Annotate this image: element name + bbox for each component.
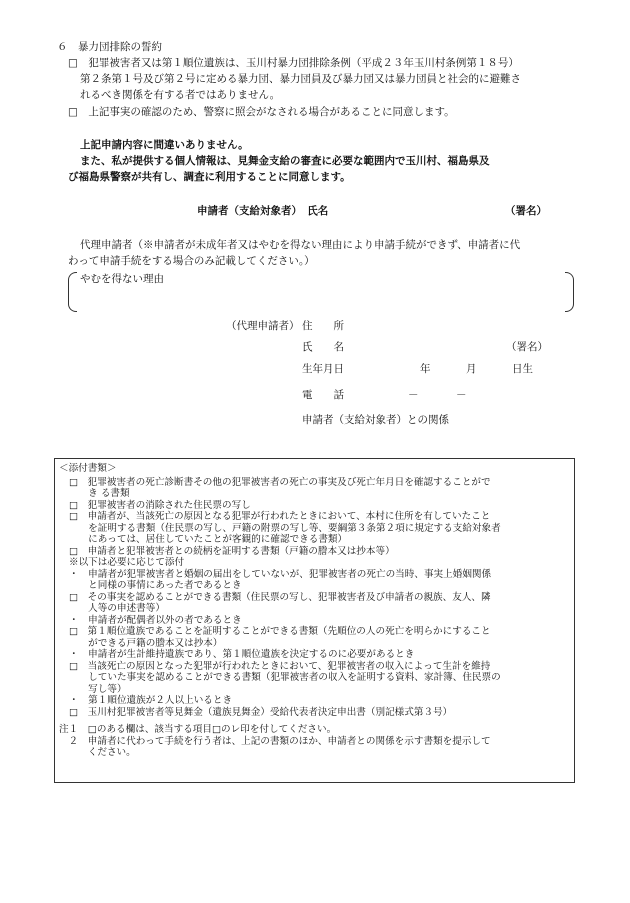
- attachment-line: と同様の事情にあった者であるとき: [69, 580, 242, 591]
- applicant-signature-field[interactable]: （署名）: [505, 205, 547, 217]
- agent-phone-label: 電 話: [302, 389, 344, 401]
- attachment-note: ２ 申請者に代わって手続を行う者は、上記の書類のほか、申請者との関係を示す書類を提示して: [59, 735, 491, 747]
- attachment-line: ・ 申請者が生計維持遺族であり、第１順位遺族を決定するのに必要があるとき: [69, 649, 415, 660]
- dob-day-label: 日生: [512, 363, 533, 375]
- reason-input[interactable]: [80, 287, 560, 309]
- attachment-line[interactable]: □ 当該死亡の原因となった犯罪が行われたときにおいて、犯罪被害者の収入によって生計を維持: [69, 660, 491, 672]
- attachment-line[interactable]: □ 申請者と犯罪被害者との続柄を証明する書類（戸籍の謄本又は抄本等）: [69, 545, 395, 557]
- declaration-line: 上記申請内容に間違いありません。: [80, 139, 249, 151]
- agent-address-input[interactable]: [360, 318, 560, 334]
- agent-intro-line: 代理申請者（※申請者が未成年者又はやむを得ない理由により申請手続ができず、申請者に代: [80, 239, 521, 251]
- attachment-line: 写し等）: [69, 683, 127, 695]
- attachment-line: き る書類: [69, 488, 130, 499]
- declaration-line: び福島県警察が共有し、調査に利用することに同意します。: [68, 171, 351, 183]
- agent-name-input[interactable]: [360, 339, 500, 355]
- dob-month-label: 月: [466, 363, 477, 375]
- attachment-note: ください。: [59, 747, 136, 758]
- attachments-heading: ＜添付書類＞: [59, 463, 117, 474]
- exclusion-item-1-text: 第２条第１号及び第２号に定める暴力団、暴力団員及び暴力団又は暴力団員と社会的に避難さ: [80, 73, 521, 85]
- attachment-line: ※以下は必要に応じて添付: [69, 557, 185, 568]
- attachment-line[interactable]: □ 犯罪被害者の死亡診断書その他の犯罪被害者の死亡の事実及び死亡年月日を確認することがで: [69, 476, 491, 488]
- exclusion-checkbox-item-2[interactable]: □ 上記事実の確認のため、警察に照会がなされる場合があることに同意します。: [68, 106, 455, 118]
- attachment-line: を証明する書類（住民票の写し、戸籍の附票の写し等、要綱第３条第２項に規定する支給対象者: [69, 522, 501, 534]
- attachment-line[interactable]: □ 犯罪被害者の消除された住民票の写し: [69, 499, 251, 511]
- phone-separator: －: [408, 389, 419, 401]
- agent-dob-label: 生年月日: [302, 363, 344, 375]
- attachment-line: ・ 申請者が犯罪被害者と婚姻の届出をしていないが、犯罪被害者の死亡の当時、事実上婚姻関係: [69, 568, 492, 580]
- reason-bracket-left: [68, 272, 77, 312]
- exclusion-item-1-text: れるべき関係を有する者ではありません。: [80, 89, 281, 101]
- attachment-line[interactable]: □ その事実を認めることができる書類（住民票の写し、犯罪被害者及び申請者の親族、友人、隣: [69, 591, 491, 603]
- attachment-line: 人等の申述書等）: [69, 603, 165, 614]
- attachment-line: ができる戸籍の謄本又は抄本）: [69, 637, 223, 649]
- attachment-line: にあっては、居住していたことが客観的に確認できる書類）: [69, 534, 348, 545]
- phone-separator: －: [456, 389, 467, 401]
- agent-signature-field[interactable]: （署名）: [506, 341, 548, 353]
- dob-year-label: 年: [420, 363, 431, 375]
- attachment-line: ・ 第１順位遺族が２人以上いるとき: [69, 695, 233, 706]
- reason-label: やむを得ない理由: [80, 273, 164, 285]
- exclusion-checkbox-item-1[interactable]: □ 犯罪被害者又は第１順位遺族は、玉川村暴力団排除条例（平成２３年玉川村条例第１８号）: [68, 57, 519, 69]
- attachment-line[interactable]: □ 第１順位遺族であることを証明することができる書類（先順位の人の死亡を明らかにすること: [69, 626, 491, 637]
- agent-address-label: 住 所: [302, 320, 344, 332]
- attachment-line: していた事実を認めることができる書類（犯罪被害者の収入を証明する資料、家計簿、住民票の: [69, 672, 501, 683]
- section6-heading: ６ 暴力団排除の誓約: [57, 41, 162, 53]
- agent-name-label: 氏 名: [302, 341, 344, 353]
- declaration-line: また、私が提供する個人情報は、見舞金支給の審査に必要な範囲内で玉川村、福島県及: [80, 155, 490, 167]
- attachments-list: [59, 463, 569, 759]
- reason-bracket-right: [565, 272, 574, 312]
- agent-intro-line: わって申請手続をする場合のみ記載してください。）: [68, 255, 315, 267]
- attachment-line[interactable]: □ 申請者が、当該死亡の原因となる犯罪が行われたときにおいて、本村に住所を有していたこと: [69, 511, 491, 522]
- agent-label: （代理申請者）: [226, 320, 300, 332]
- attachment-line[interactable]: □ 玉川村犯罪被害者等見舞金（遺族見舞金）受給代表者決定申出書（別記様式第３号）: [69, 706, 453, 718]
- attachment-note: 注１ □のある欄は、該当する項目□のレ印を付してください。: [59, 724, 337, 735]
- applicant-name-label: 申請者（支給対象者） 氏名: [197, 205, 329, 217]
- attachment-line: ・ 申請者が配偶者以外の者であるとき: [69, 614, 242, 626]
- agent-relation-label: 申請者（支給対象者）との関係: [302, 414, 449, 426]
